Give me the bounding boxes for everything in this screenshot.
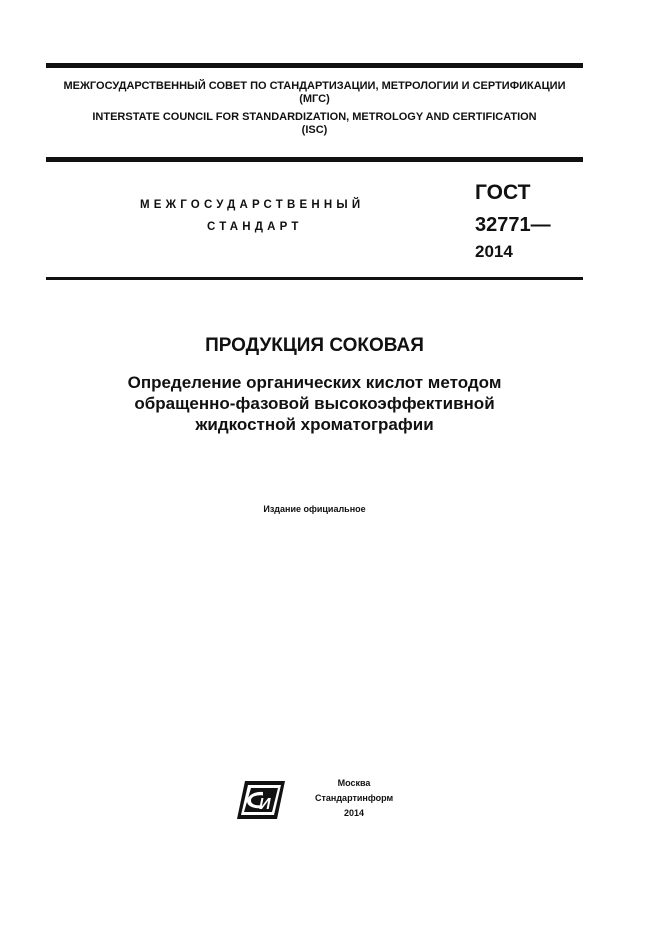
document-title: ПРОДУКЦИЯ СОКОВАЯ [205, 335, 424, 356]
publisher-city: Москва [337, 778, 371, 788]
subtitle-line-3: жидкостной хроматографии [195, 415, 434, 434]
publisher-year: 2014 [343, 808, 365, 818]
publisher-info [315, 776, 393, 821]
edition-note: Издание официальное [263, 504, 366, 514]
council-abbr-ru: (МГС) [299, 93, 330, 105]
council-name-ru: МЕЖГОСУДАРСТВЕННЫЙ СОВЕТ ПО СТАНДАРТИЗАЦИИ, МЕТРОЛОГИИ И СЕРТИФИКАЦИИ [63, 80, 566, 92]
standartinform-logo-icon [233, 778, 289, 822]
document-subtitle [46, 372, 583, 435]
council-abbr-en: (ISC) [301, 124, 328, 136]
gost-prefix: ГОСТ [475, 181, 531, 204]
standard-type-line1: МЕЖГОСУДАРСТВЕННЫЙ [140, 199, 365, 211]
subtitle-line-1: Определение органических кислот методом [127, 373, 502, 392]
publisher-name: Стандартинформ [315, 793, 394, 803]
gost-year: 2014 [475, 242, 513, 261]
header-bottom-rule [46, 157, 583, 162]
svg-text:И: И [259, 796, 271, 813]
gost-number: 32771— [475, 214, 551, 236]
standard-type-line2: СТАНДАРТ [207, 221, 303, 233]
council-header [46, 80, 583, 137]
subtitle-line-2: обращенно-фазовой высокоэффективной [134, 394, 495, 413]
designation-bottom-rule [46, 277, 583, 280]
top-rule [46, 63, 583, 68]
council-name-en: INTERSTATE COUNCIL FOR STANDARDIZATION, METROLOGY AND CERTIFICATION [92, 111, 537, 123]
